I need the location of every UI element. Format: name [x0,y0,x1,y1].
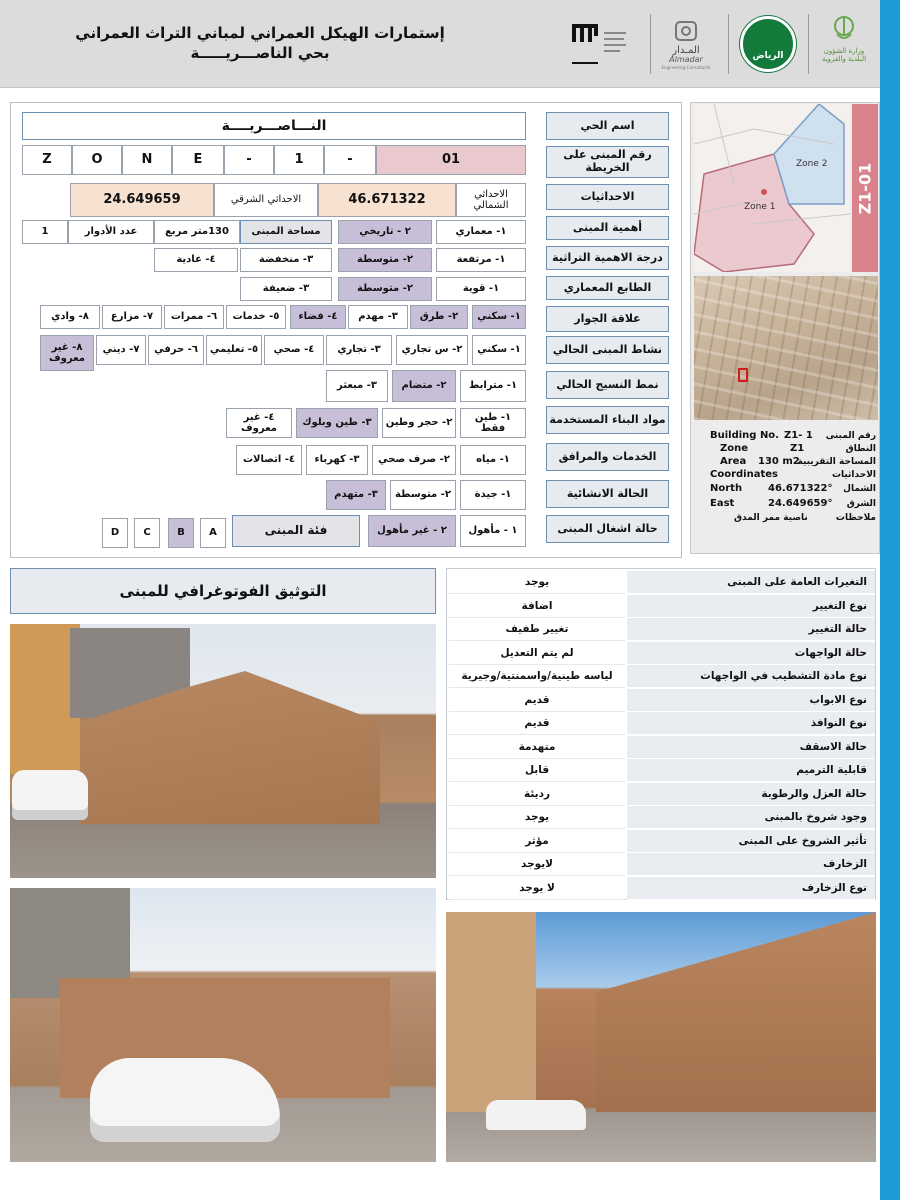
changes-row-value: لايوجد [449,853,625,876]
neighbor-passages[interactable]: ٦- ممرات [164,305,224,329]
building-number: 01 [376,145,526,175]
neighbor-valley[interactable]: ٨- وادي [40,305,100,329]
zone-char-5: - [224,145,274,175]
changes-row-value: تغيير طفيف [449,618,625,641]
changes-row-value: مؤثر [449,830,625,853]
label-services: الخدمات والمرافق [546,443,669,471]
heritage-logo-icon [570,18,630,68]
zone-char-6: 1 [274,145,324,175]
info-area-value: 130 m2 [758,456,800,467]
category-b[interactable]: B [168,518,194,548]
importance-historical[interactable]: ٢ - تاريخي [338,220,432,244]
activity-religious[interactable]: ٧- ديني [96,335,146,365]
building-info [694,428,878,548]
north-label: الاحداثي الشمالي [456,183,526,217]
neighbor-roads[interactable]: ٢- طرق [410,305,468,329]
changes-row-label: حالة التغيير [627,618,875,641]
zone-char-2: O [72,145,122,175]
changes-row-value: رديئة [449,783,625,806]
changes-row-label: حالة العزل والرطوبة [627,783,875,806]
changes-row-value: متهدمة [449,736,625,759]
almadar-logo-icon [673,20,699,42]
header-divider-3 [808,14,809,74]
photo3-mud-wall [596,912,876,1112]
riyadh-logo [740,16,796,72]
label-importance: أهمية المبنى [546,216,669,240]
changes-row-value: اضافة [449,595,625,618]
east-value: 24.649659 [70,183,214,217]
activity-semi-commercial[interactable]: ٢- س تجاري [396,335,468,365]
label-map-number: رقم المبنى على الخريطة [546,146,669,178]
heritage-medium[interactable]: ٢- متوسطة [338,248,432,272]
changes-row-value: قديم [449,712,625,735]
aerial-photo [694,276,878,420]
zone2-label: Zone 2 [796,159,828,169]
zone-char-1: Z [22,145,72,175]
neighbor-farms[interactable]: ٧- مزارع [102,305,162,329]
building-photo-1 [10,624,436,878]
changes-row-label: الزخارف [627,853,875,876]
category-c[interactable]: C [134,518,160,548]
ministry-emblem-icon [829,14,859,44]
info-notes-value: ناصية ممر المدق [734,513,808,523]
label-heritage: درجة الاهمية التراثية [546,246,669,270]
service-sewage[interactable]: ٢- صرف صحي [372,445,456,475]
activity-unknown[interactable]: ٨- غير معروف [40,335,94,371]
condition-medium[interactable]: ٢- متوسطة [390,480,456,510]
changes-table [446,568,876,900]
label-neighbor: علاقة الجوار [546,306,669,332]
category-d[interactable]: D [102,518,128,548]
info-north-value: 46.671322° [768,483,833,494]
info-zone-label-en: Zone [720,443,749,454]
activity-residential[interactable]: ١- سكني [472,335,526,365]
area-value: 130متر مربع [154,220,240,244]
info-area-label-en: Area [720,456,747,467]
header-title [60,24,460,63]
info-coords-label-ar: الاحداثيات [831,470,876,480]
header-divider-2 [728,14,729,74]
condition-demolished[interactable]: ٣- متهدم [326,480,386,510]
neighbor-residential[interactable]: ١- سكني [472,305,526,329]
occupancy-occupied[interactable]: ١ - مأهول [460,515,526,547]
info-zone-value: Z1 [790,443,805,454]
changes-row-label: حالة الاسقف [627,736,875,759]
riyadh-logo-text: الرياض [752,51,784,61]
header-title-line1: إستمارات الهيكل العمراني لمباني التراث العمراني [75,24,445,42]
heritage-low[interactable]: ٣- منخفضة [240,248,332,272]
material-stone-mud[interactable]: ٢- حجر وطين [382,408,456,438]
zone-map [694,104,850,272]
changes-row-label: نوع النوافذ [627,712,875,735]
changes-row-value: يوجد [449,571,625,594]
label-coordinates: الاحداثيات [546,184,669,210]
info-east-label-en: East [710,498,735,509]
info-coords-label-en: Coordinates [710,469,778,480]
photo1-car [12,770,88,820]
north-value: 46.671322 [318,183,456,217]
photo2-car [90,1058,280,1142]
zone-char-3: N [122,145,172,175]
changes-row-label: التغيرات العامة على المبنى [627,571,875,594]
fabric-scattered[interactable]: ٣- مبعثر [326,370,388,402]
heritage-normal[interactable]: ٤- عادية [154,248,238,272]
changes-row-label: وجود شروخ بالمبنى [627,806,875,829]
header-title-line2: بحي الناصـــريـــــة [190,43,330,62]
ministry-logo [814,14,874,76]
style-medium[interactable]: ٢- متوسطة [338,277,432,301]
label-condition: الحالة الانشائية [546,480,669,508]
changes-row-label: نوع الابواب [627,689,875,712]
info-area-label-ar: المساحة التقريبية [797,457,876,467]
fabric-connected[interactable]: ١- مترابط [460,370,526,402]
service-telecom[interactable]: ٤- اتصالات [236,445,302,475]
almadar-logo-ar: المـدار [672,45,700,56]
activity-educational[interactable]: ٥- تعليمي [206,335,262,365]
floors-label: عدد الأدوار [68,220,154,244]
changes-row-label: نوع التغيير [627,595,875,618]
condition-good[interactable]: ١- جيدة [460,480,526,510]
importance-architectural[interactable]: ١- معماري [436,220,526,244]
building-photo-2 [10,888,436,1162]
building-photo-3 [446,912,876,1162]
info-building-no-label-en: Building No. [710,430,779,441]
service-electricity[interactable]: ٣- كهرباء [306,445,368,475]
material-unknown[interactable]: ٤- غير معروف [226,408,292,438]
zone-map-drawing [694,104,850,272]
category-a[interactable]: A [200,518,226,548]
info-zone-label-ar: النطاق [845,444,876,454]
ministry-logo-text: وزارة الشؤون البلدية والقروية [821,47,867,63]
aerial-marker [738,368,748,382]
changes-row-value: لم يتم التعديل [449,642,625,665]
activity-health[interactable]: ٤- صحي [264,335,324,365]
info-north-label-ar: الشمال [843,484,876,494]
neighborhood-value: النـــاصـــريــــة [22,112,526,140]
info-north-label-en: North [710,483,743,494]
zone-char-4: E [172,145,224,175]
east-label: الاحداثي الشرقي [214,183,318,217]
floors-value: 1 [22,220,68,244]
info-notes-label-ar: ملاحظات [835,513,876,523]
info-building-no-label-ar: رقم المبنى [825,431,876,441]
almadar-logo [656,20,716,76]
header-divider-1 [650,14,651,74]
category-label: فئة المبنى [232,515,360,547]
photo-section-title: التوثيق الفوتوغرافي للمبنى [10,568,436,614]
changes-row-value: يوجد [449,806,625,829]
style-strong[interactable]: ١- قوية [436,277,526,301]
zone1-label: Zone 1 [744,202,776,212]
almadar-logo-en: Almadar [669,55,703,64]
almadar-logo-sub: Engineering Consultants [661,64,711,70]
photo3-left-building [446,912,536,1112]
map-code: Z1-01 [855,162,875,214]
side-accent-bar [880,0,900,1200]
info-east-value: 24.649659° [768,498,833,509]
changes-row-label: نوع الزخارف [627,877,875,900]
material-mud-block[interactable]: ٣- طين وبلوك [296,408,378,438]
heritage-high[interactable]: ١- مرتفعة [436,248,526,272]
changes-row-value: قابل [449,759,625,782]
info-east-label-ar: الشرق [846,499,876,509]
label-materials: مواد البناء المستخدمة [546,406,669,434]
changes-row-label: حالة الواجهات [627,642,875,665]
neighbor-services[interactable]: ٥- خدمات [226,305,286,329]
fabric-compact[interactable]: ٢- متضام [392,370,456,402]
style-weak[interactable]: ٣- ضعيفة [240,277,332,301]
label-fabric: نمط النسيج الحالي [546,371,669,399]
heritage-logo [570,18,630,68]
service-water[interactable]: ١- مياه [460,445,526,475]
activity-craft[interactable]: ٦- حرفي [148,335,204,365]
photo3-car [486,1100,586,1130]
changes-row-value: لياسه طينية/واسمنتية/وجيرية [449,665,625,688]
neighbor-vacant[interactable]: ٤- فضاء [290,305,346,329]
changes-row-value: لا يوجد [449,877,625,900]
info-building-no-value: Z1- 1 [784,430,813,441]
changes-row-label: نوع مادة التشطيب في الواجهات [627,665,875,688]
area-label: مساحة المبنى [240,220,332,244]
material-mud-only[interactable]: ١- طين فقط [460,408,526,438]
map-code-badge [852,104,878,272]
changes-row-value: قديم [449,689,625,712]
occupancy-unoccupied[interactable]: ٢ - غير مأهول [368,515,456,547]
label-style: الطابع المعماري [546,276,669,300]
label-activity: نشاط المبنى الحالي [546,336,669,364]
activity-commercial[interactable]: ٣- تجاري [326,335,392,365]
changes-row-label: قابلية الترميم [627,759,875,782]
neighbor-demolished[interactable]: ٣- مهدم [348,305,408,329]
changes-row-label: تأثير الشروخ على المبنى [627,830,875,853]
label-neighborhood: اسم الحي [546,112,669,140]
label-occupancy: حالة اشغال المبنى [546,515,669,543]
zone-char-7: - [324,145,376,175]
